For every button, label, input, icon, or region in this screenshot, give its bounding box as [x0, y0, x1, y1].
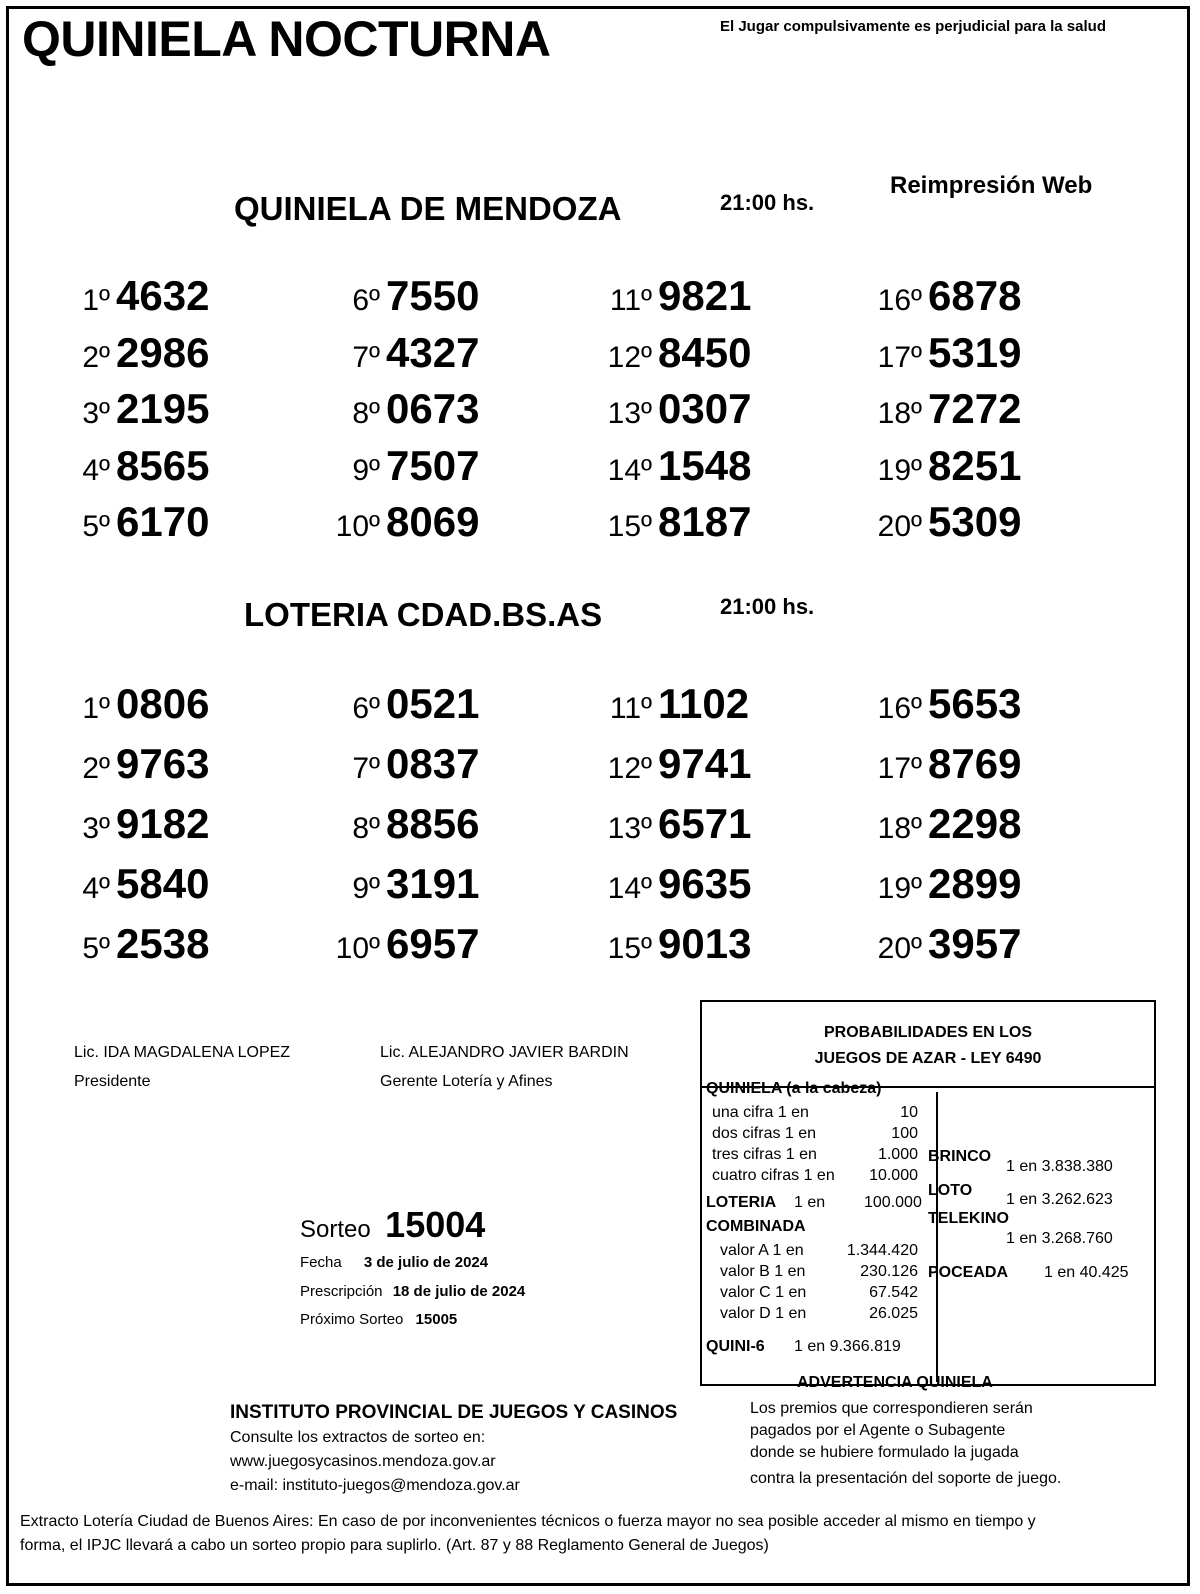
- draw-label: Sorteo: [300, 1216, 371, 1243]
- result-number: 7507: [386, 441, 480, 489]
- result-cell: [70, 680, 209, 728]
- result-cell: [862, 272, 1021, 320]
- prob-row-label: valor C 1 en: [720, 1284, 807, 1301]
- result-position: 4º: [82, 872, 110, 905]
- result-number: 9821: [658, 272, 752, 319]
- prob-row-value: 67.542: [869, 1284, 918, 1301]
- quini6-label: QUINI-6: [706, 1338, 765, 1355]
- institute-website: www.juegosycasinos.mendoza.gov.ar: [230, 1453, 496, 1470]
- loto-label: LOTO: [928, 1182, 973, 1199]
- draw-number: 15004: [385, 1204, 486, 1245]
- result-cell: [862, 920, 1021, 968]
- signature-left-name: Lic. IDA MAGDALENA LOPEZ: [74, 1044, 291, 1061]
- result-number: 0521: [386, 680, 480, 727]
- result-position: 7º: [352, 340, 380, 374]
- result-cell: [862, 800, 1021, 848]
- result-position: 8º: [352, 812, 380, 845]
- advert-title: ADVERTENCIA QUINIELA: [797, 1374, 993, 1391]
- result-position: 10º: [335, 932, 380, 965]
- result-cell: [592, 329, 751, 377]
- footer-line-2: forma, el IPJC llevará a cabo un sorteo propio para suplirlo. (Art. 87 y 88 Reglamento General de Juegos): [20, 1537, 769, 1554]
- result-number: 2195: [116, 385, 210, 432]
- result-position: 14º: [607, 453, 652, 487]
- result-number: 0307: [658, 385, 752, 432]
- result-position: 1º: [82, 284, 110, 317]
- result-number: 8069: [386, 498, 480, 545]
- result-position: 5º: [82, 510, 110, 543]
- result-position: 15º: [607, 510, 652, 543]
- prob-row-value: 100: [891, 1125, 918, 1142]
- institute-email: e-mail: instituto-juegos@mendoza.gov.ar: [230, 1477, 520, 1494]
- poceada-label: POCEADA: [928, 1264, 1009, 1281]
- draw-prescription-label: Prescripción: [300, 1283, 383, 1300]
- signature-right-name: Lic. ALEJANDRO JAVIER BARDIN: [380, 1044, 629, 1061]
- result-number: 8187: [658, 498, 752, 545]
- result-position: 7º: [352, 752, 380, 785]
- bsas-title: LOTERIA CDAD.BS.AS: [244, 596, 603, 633]
- result-number: 5653: [928, 680, 1022, 727]
- result-number: 1102: [658, 680, 750, 727]
- result-cell: [592, 860, 751, 908]
- probabilities-left-column: [706, 1080, 938, 1382]
- brinco-value: 1 en 3.838.380: [1006, 1158, 1113, 1175]
- result-number: 7550: [386, 272, 480, 319]
- result-cell: [70, 920, 209, 968]
- result-position: 3º: [82, 812, 110, 845]
- signature-left: [74, 1038, 290, 1096]
- prob-row-label: cuatro cifras 1 en: [712, 1167, 835, 1184]
- result-cell: [320, 498, 479, 546]
- result-number: 2986: [116, 328, 210, 376]
- loteria-label: LOTERIA: [706, 1194, 777, 1211]
- result-position: 13º: [607, 812, 652, 845]
- result-cell: [320, 800, 479, 848]
- loteria-en: 1 en: [794, 1194, 826, 1211]
- result-position: 4º: [82, 453, 110, 487]
- result-number: 6878: [928, 272, 1022, 319]
- result-cell: [70, 329, 209, 377]
- result-position: 17º: [877, 340, 922, 374]
- result-position: 18º: [877, 397, 922, 430]
- result-number: 9635: [658, 860, 752, 907]
- poceada-value: 1 en 40.425: [1044, 1264, 1129, 1281]
- result-number: 8450: [658, 328, 752, 376]
- result-position: 11º: [609, 284, 652, 317]
- result-cell: [70, 860, 209, 908]
- prob-row-label: valor D 1 en: [720, 1305, 807, 1322]
- result-position: 3º: [82, 397, 110, 430]
- brinco-label: BRINCO: [928, 1148, 992, 1165]
- draw-date-row: [300, 1254, 488, 1271]
- result-number: 4632: [116, 272, 210, 319]
- result-number: 0673: [386, 385, 480, 432]
- result-number: 8769: [928, 740, 1022, 787]
- loteria-value: 100.000: [864, 1194, 922, 1211]
- draw-date-label: Fecha: [300, 1254, 342, 1271]
- result-position: 18º: [877, 812, 922, 845]
- prob-row-label: valor B 1 en: [720, 1263, 806, 1280]
- result-cell: [592, 385, 751, 433]
- result-position: 16º: [877, 692, 922, 725]
- draw-prescription: 18 de julio de 2024: [392, 1283, 526, 1300]
- result-position: 13º: [607, 397, 652, 430]
- result-position: 6º: [352, 692, 380, 725]
- result-number: 6957: [386, 920, 480, 967]
- result-number: 0837: [386, 740, 480, 787]
- result-cell: [320, 680, 479, 728]
- result-number: 7272: [928, 385, 1022, 432]
- quini6-value: 1 en 9.366.819: [794, 1338, 901, 1355]
- combinada-heading: COMBINADA: [706, 1218, 806, 1235]
- result-cell: [320, 740, 479, 788]
- bsas-time: 21:00 hs.: [720, 594, 815, 619]
- institute-name: INSTITUTO PROVINCIAL DE JUEGOS Y CASINOS: [230, 1402, 678, 1423]
- prob-row-value: 230.126: [860, 1263, 918, 1280]
- result-number: 9741: [658, 740, 752, 787]
- result-cell: [592, 800, 751, 848]
- result-number: 3191: [386, 860, 480, 907]
- quiniela-heading: QUINIELA (a la cabeza): [706, 1080, 882, 1097]
- result-cell: [592, 442, 751, 490]
- signature-right-role: Gerente Lotería y Afines: [380, 1073, 553, 1090]
- result-cell: [592, 740, 751, 788]
- result-number: 9013: [658, 920, 752, 967]
- result-position: 10º: [335, 510, 380, 543]
- result-number: 8251: [928, 441, 1022, 489]
- result-number: 2298: [928, 800, 1022, 847]
- result-cell: [320, 920, 479, 968]
- next-draw-label: Próximo Sorteo: [300, 1311, 404, 1328]
- next-draw-row: [300, 1311, 457, 1328]
- result-position: 19º: [877, 453, 922, 487]
- result-cell: [320, 385, 479, 433]
- institute-consult: Consulte los extractos de sorteo en:: [230, 1429, 486, 1446]
- result-position: 19º: [877, 872, 922, 905]
- result-cell: [70, 442, 209, 490]
- result-number: 5840: [116, 860, 210, 907]
- footer-note: [20, 1510, 1036, 1558]
- result-cell: [592, 680, 749, 728]
- result-position: 16º: [877, 284, 922, 317]
- result-position: 9º: [352, 872, 380, 905]
- result-cell: [70, 498, 209, 546]
- health-warning: El Jugar compulsivamente es perjudicial para la salud: [720, 18, 1106, 35]
- prob-row-label: tres cifras 1 en: [712, 1146, 817, 1163]
- prob-row-value: 1.344.420: [846, 1242, 918, 1259]
- result-cell: [70, 800, 209, 848]
- mendoza-title: QUINIELA DE MENDOZA: [234, 190, 622, 227]
- result-cell: [320, 860, 479, 908]
- result-cell: [862, 442, 1021, 490]
- result-cell: [592, 920, 751, 968]
- result-position: 2º: [82, 340, 110, 374]
- prob-row-value: 10.000: [869, 1167, 918, 1184]
- prob-row-value: 1.000: [877, 1146, 918, 1163]
- result-position: 20º: [877, 510, 922, 543]
- result-number: 4327: [386, 328, 480, 376]
- result-cell: [70, 740, 209, 788]
- page-title: QUINIELA NOCTURNA: [22, 11, 551, 67]
- result-number: 5319: [928, 328, 1022, 376]
- telekino-label: TELEKINO: [928, 1210, 1009, 1227]
- prob-row-label: dos cifras 1 en: [712, 1125, 817, 1142]
- prob-row-value: 10: [900, 1104, 918, 1121]
- institute-contact: [230, 1426, 520, 1498]
- telekino-value: 1 en 3.268.760: [1006, 1230, 1113, 1247]
- result-cell: [320, 329, 479, 377]
- result-position: 11º: [609, 692, 652, 725]
- footer-line-1: Extracto Lotería Ciudad de Buenos Aires: En caso de por inconvenientes técnicos o fuerza mayor no sea posible acceder al mismo en tiempo y: [20, 1513, 1036, 1530]
- result-cell: [862, 385, 1021, 433]
- draw-block: [300, 1204, 485, 1246]
- loto-value: 1 en 3.262.623: [1006, 1191, 1113, 1208]
- next-draw-number: 15005: [415, 1311, 458, 1328]
- result-position: 8º: [352, 397, 380, 430]
- result-cell: [862, 680, 1021, 728]
- prob-row-label: valor A 1 en: [720, 1242, 804, 1259]
- result-cell: [862, 860, 1021, 908]
- result-number: 1548: [658, 441, 752, 489]
- result-number: 8565: [116, 441, 210, 489]
- mendoza-time: 21:00 hs.: [720, 190, 815, 215]
- result-position: 12º: [607, 340, 652, 374]
- result-position: 1º: [82, 692, 110, 725]
- result-position: 17º: [877, 752, 922, 785]
- reprint-label: Reimpresión Web: [890, 172, 1093, 199]
- result-number: 2538: [116, 920, 210, 967]
- advert-line: Los premios que correspondieren serán: [750, 1400, 1033, 1417]
- result-number: 9182: [116, 800, 210, 847]
- result-cell: [70, 385, 209, 433]
- probabilities-header: [702, 1002, 1154, 1088]
- probabilities-box: [700, 1000, 1156, 1386]
- result-position: 14º: [607, 872, 652, 905]
- advert-line: pagados por el Agente o Subagente: [750, 1422, 1006, 1439]
- result-number: 9763: [116, 740, 210, 787]
- result-number: 2899: [928, 860, 1022, 907]
- draw-date: 3 de julio de 2024: [363, 1254, 489, 1271]
- signature-right: [380, 1038, 629, 1096]
- advert-text: [750, 1398, 1061, 1490]
- result-position: 6º: [352, 284, 380, 317]
- result-number: 6571: [658, 800, 752, 847]
- result-position: 15º: [607, 932, 652, 965]
- result-cell: [862, 329, 1021, 377]
- result-cell: [862, 498, 1021, 546]
- result-cell: [320, 272, 479, 320]
- result-number: 5309: [928, 498, 1022, 545]
- result-position: 5º: [82, 932, 110, 965]
- result-cell: [592, 498, 751, 546]
- result-cell: [70, 272, 209, 320]
- draw-prescription-row: [300, 1283, 525, 1300]
- result-number: 8856: [386, 800, 480, 847]
- advert-line: contra la presentación del soporte de juego.: [750, 1470, 1062, 1487]
- result-number: 6170: [116, 498, 210, 545]
- result-cell: [592, 272, 751, 320]
- probabilities-title-1: PROBABILIDADES EN LOS: [823, 1024, 1032, 1041]
- signature-left-role: Presidente: [74, 1073, 151, 1090]
- prob-row-value: 26.025: [869, 1305, 918, 1322]
- result-number: 3957: [928, 920, 1022, 967]
- result-position: 12º: [607, 752, 652, 785]
- result-cell: [320, 442, 479, 490]
- result-position: 20º: [877, 932, 922, 965]
- probabilities-title-2: JUEGOS DE AZAR - LEY 6490: [814, 1050, 1042, 1067]
- result-number: 0806: [116, 680, 210, 727]
- result-cell: [862, 740, 1021, 788]
- advert-line: donde se hubiere formulado la jugada: [750, 1444, 1019, 1461]
- result-position: 9º: [352, 453, 380, 487]
- prob-row-label: una cifra 1 en: [712, 1104, 809, 1121]
- result-position: 2º: [82, 752, 110, 785]
